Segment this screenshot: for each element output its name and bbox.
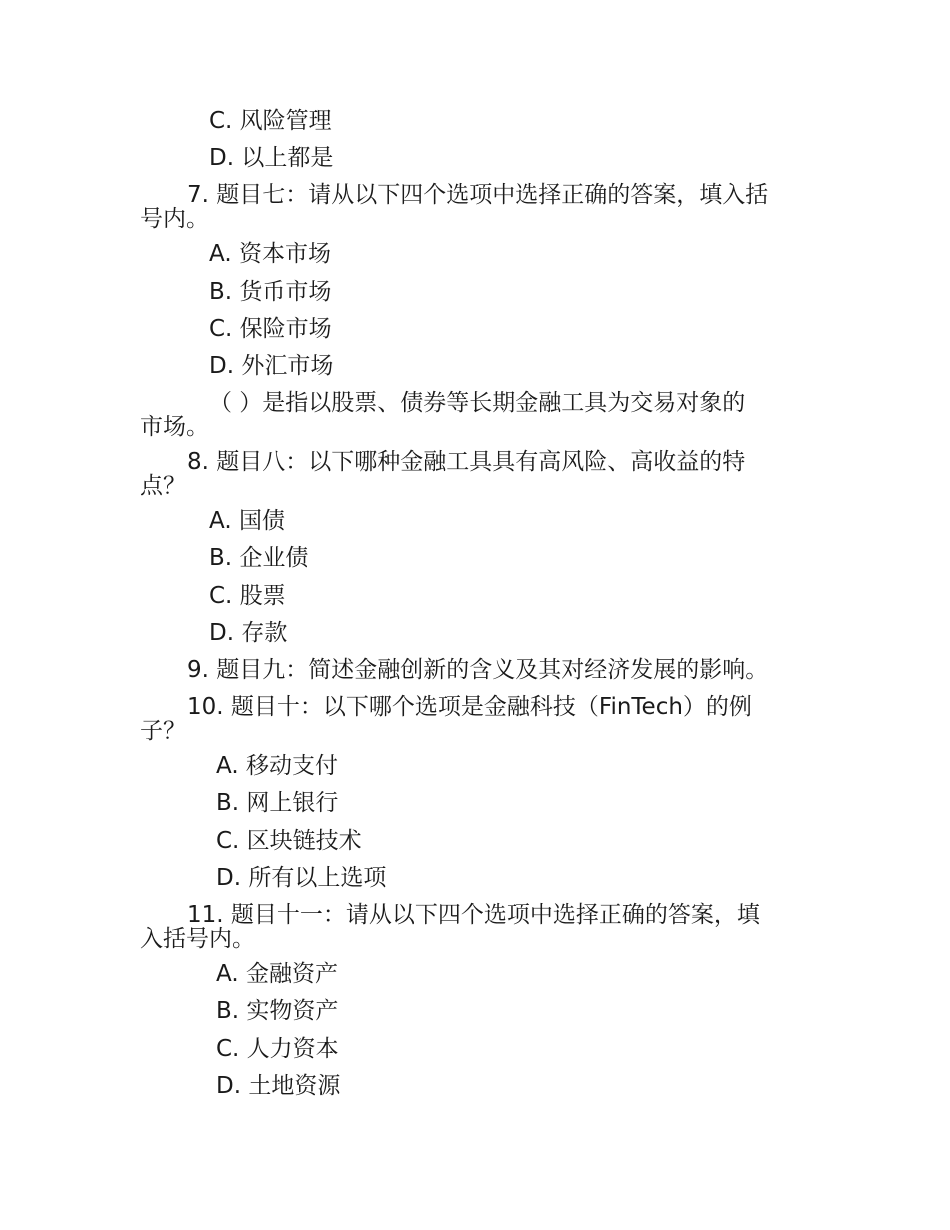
q8-option-c: C. 股票 bbox=[209, 583, 286, 609]
q8-option-b: B. 企业债 bbox=[209, 545, 309, 571]
q10-prompt-line2: 子？ bbox=[140, 718, 186, 744]
q7-prompt-line1: 7. 题目七：请从以下四个选项中选择正确的答案，填入括 bbox=[187, 182, 769, 208]
q7-statement-line1: （ ）是指以股票、债券等长期金融工具为交易对象的 bbox=[209, 390, 746, 416]
q10-option-d: D. 所有以上选项 bbox=[216, 865, 387, 891]
q11-prompt-line1: 11. 题目十一：请从以下四个选项中选择正确的答案，填 bbox=[187, 902, 760, 928]
q7-statement-line2: 市场。 bbox=[140, 414, 209, 440]
q8-option-d: D. 存款 bbox=[209, 620, 288, 646]
q10-prompt-line1: 10. 题目十：以下哪个选项是金融科技（FinTech）的例 bbox=[187, 694, 752, 720]
q10-option-a: A. 移动支付 bbox=[216, 753, 338, 779]
q8-option-a: A. 国债 bbox=[209, 508, 285, 534]
q11-option-c: C. 人力资本 bbox=[216, 1036, 339, 1062]
q10-option-c: C. 区块链技术 bbox=[216, 828, 362, 854]
q6-option-c: C. 风险管理 bbox=[209, 108, 332, 134]
q10-option-b: B. 网上银行 bbox=[216, 790, 339, 816]
q9-prompt: 9. 题目九：简述金融创新的含义及其对经济发展的影响。 bbox=[187, 657, 769, 683]
q6-option-d: D. 以上都是 bbox=[209, 145, 334, 171]
q7-option-a: A. 资本市场 bbox=[209, 241, 331, 267]
q11-option-a: A. 金融资产 bbox=[216, 961, 338, 987]
q11-prompt-line2: 入括号内。 bbox=[140, 926, 255, 952]
q7-option-b: B. 货币市场 bbox=[209, 279, 332, 305]
q7-option-c: C. 保险市场 bbox=[209, 316, 332, 342]
q11-option-b: B. 实物资产 bbox=[216, 998, 339, 1024]
q7-option-d: D. 外汇市场 bbox=[209, 353, 334, 379]
q7-prompt-line2: 号内。 bbox=[140, 206, 209, 232]
q8-prompt-line2: 点？ bbox=[140, 473, 186, 499]
q8-prompt-line1: 8. 题目八：以下哪种金融工具具有高风险、高收益的特 bbox=[187, 449, 746, 475]
q11-option-d: D. 土地资源 bbox=[216, 1073, 341, 1099]
